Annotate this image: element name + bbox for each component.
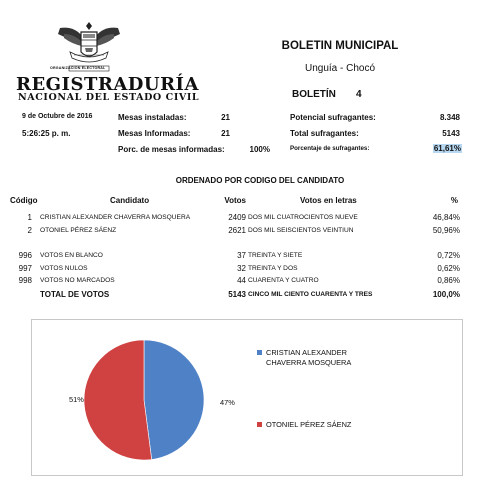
row-pct: 50,96% [432,226,460,235]
row-votes-letters: TREINTA Y DOS [248,265,298,272]
porcentaje-label: Porcentaje de sufragantes: [290,145,370,152]
logo-text: REGISTRADURÍA [16,74,199,95]
total-sufragantes-value: 5143 [442,129,460,138]
col-header-pct: % [450,196,458,205]
total-pct: 100,0% [432,290,460,299]
row-candidate: VOTOS NO MARCADOS [40,277,115,284]
mesas-informadas-value: 21 [221,129,230,138]
porc-mesas-value: 100% [249,145,270,154]
row-votes: 2621 [228,226,246,235]
report-time: 5:26:25 p. m. [22,129,71,138]
data-label-otoniel: 51% [69,395,84,404]
report-date: 9 de Octubre de 2016 [22,113,93,120]
potencial-value: 8.348 [439,113,460,122]
row-candidate: VOTOS EN BLANCO [40,252,103,259]
row-votes-letters: CUARENTA Y CUATRO [248,277,319,284]
pie-slice [84,340,152,460]
row-code: 998 [18,276,32,285]
row-votes-letters: DOS MIL CUATROCIENTOS NUEVE [248,214,358,221]
location: Unguía - Chocó [304,63,376,74]
row-code: 1 [27,213,32,222]
row-votes-letters: TREINTA Y SIETE [248,252,303,259]
mesas-instaladas-value: 21 [221,113,230,122]
row-candidate: OTONIEL PÉREZ SÁENZ [40,227,117,234]
col-header-votos: Votos [224,196,246,205]
page-title: BOLETIN MUNICIPAL [281,40,399,52]
row-code: 996 [18,251,32,260]
row-pct: 46,84% [432,213,460,222]
logo-subtitle: NACIONAL DEL ESTADO CIVIL [18,92,200,103]
total-sufragantes-label: Total sufragantes: [290,129,359,138]
porc-mesas-label: Porc. de mesas informadas: [118,145,225,154]
legend-label-otoniel: OTONIEL PÉREZ SÁENZ [266,420,352,429]
col-header-votos-letras: Votos en letras [300,196,357,205]
potencial-label: Potencial sufragantes: [290,113,376,122]
mesas-instaladas-label: Mesas instaladas: [118,113,187,122]
row-votes: 32 [237,264,246,273]
row-votes-letters: DOS MIL SEISCIENTOS VEINTIUN [248,227,354,234]
legend-label-cristian: CRISTIAN ALEXANDER CHAVERRA MOSQUERA [266,348,352,367]
row-votes: 44 [237,276,246,285]
row-candidate: VOTOS NULOS [40,265,88,272]
legend-swatch-otoniel [257,422,262,427]
section-title: ORDENADO POR CODIGO DEL CANDIDATO [175,176,345,185]
row-votes: 2409 [228,213,246,222]
total-label: TOTAL DE VOTOS [40,290,110,299]
row-code: 2 [27,226,32,235]
porcentaje-value: 61,61% [433,144,461,153]
data-label-cristian: 47% [220,398,235,407]
row-votes: 37 [237,251,246,260]
boletin-number: 4 [356,89,362,100]
row-code: 997 [18,264,32,273]
row-candidate: CRISTIAN ALEXANDER CHAVERRA MOSQUERA [40,214,191,221]
legend-swatch-cristian [257,350,262,355]
col-header-candidato: Candidato [110,196,150,205]
boletin-label: BOLETÍN [292,89,336,100]
col-header-codigo: Código [10,196,38,205]
row-pct: 0,62% [437,264,460,273]
mesas-informadas-label: Mesas Informadas: [118,129,191,138]
total-votes: 5143 [228,290,246,299]
row-pct: 0,86% [437,276,460,285]
pie-slice [144,340,204,460]
emblem-caption: ORGANIZACION ELECTORAL [50,66,106,70]
row-pct: 0,72% [437,251,460,260]
total-votes-letters: CINCO MIL CIENTO CUARENTA Y TRES [248,291,373,298]
